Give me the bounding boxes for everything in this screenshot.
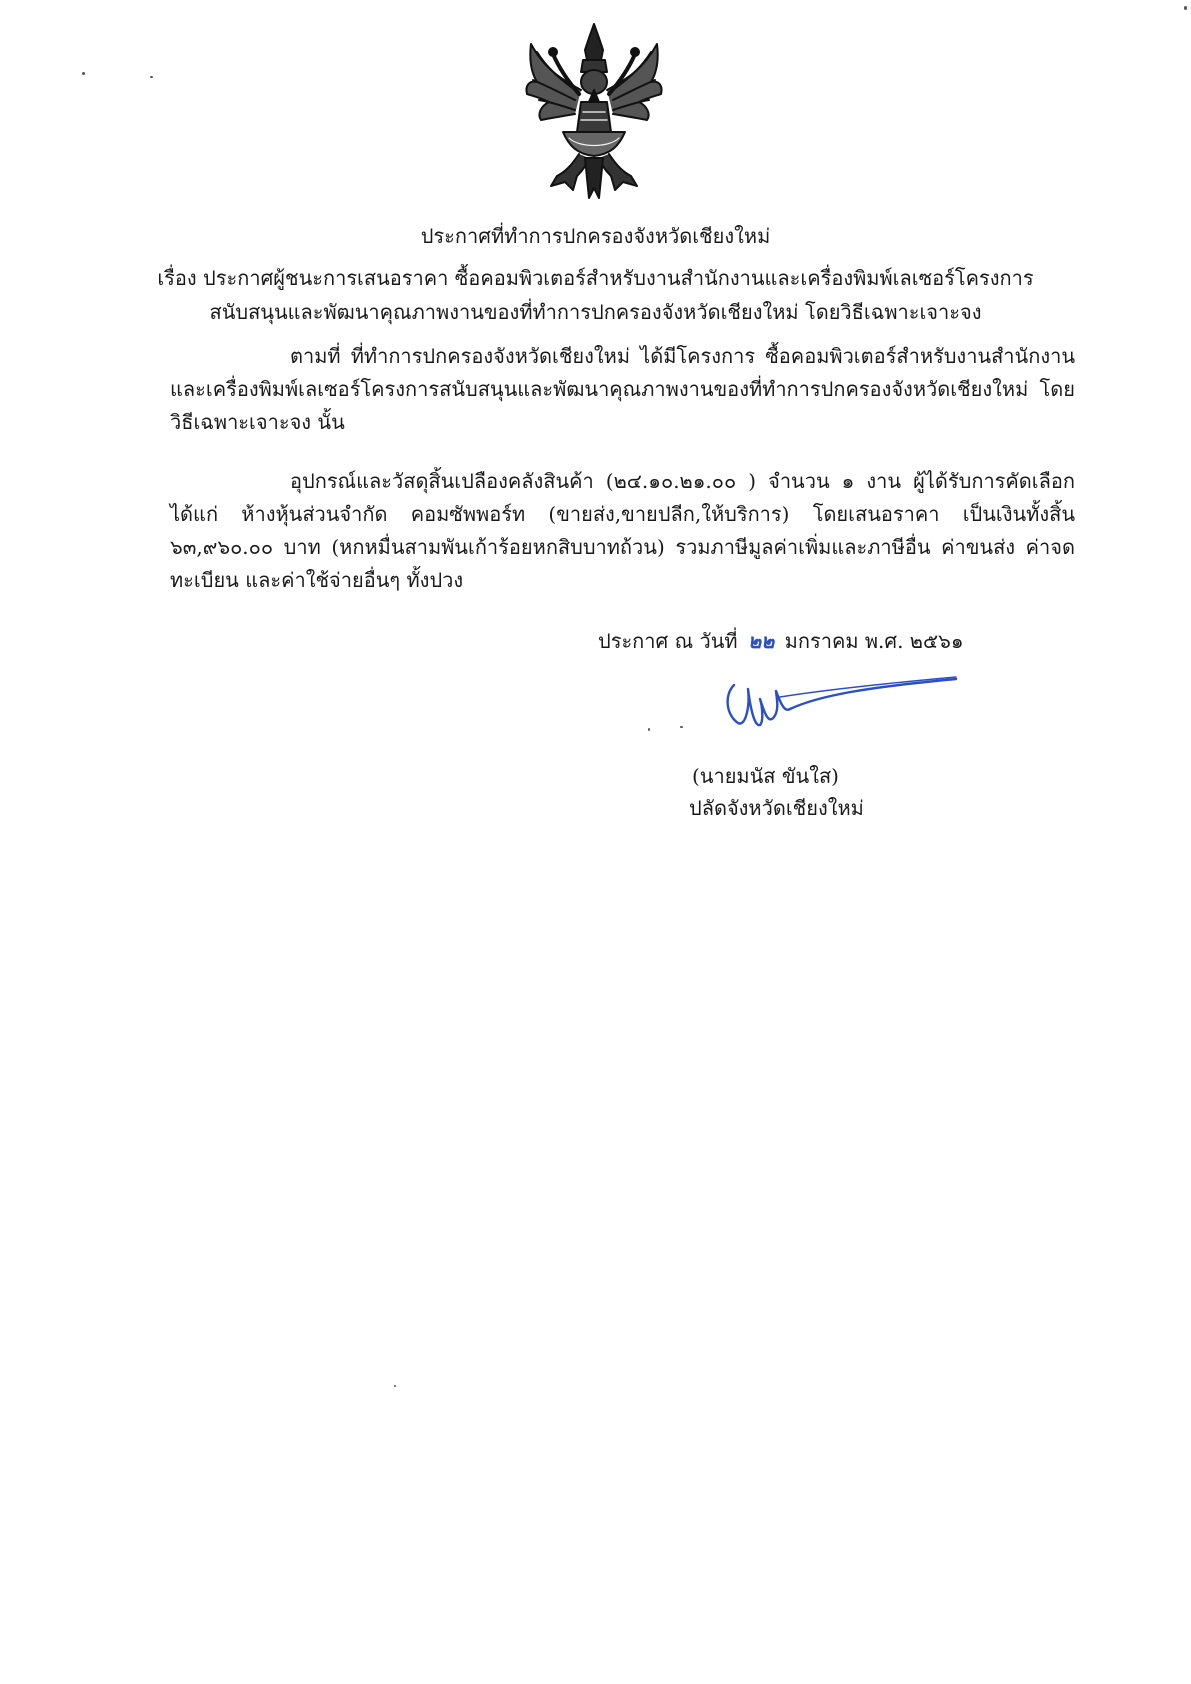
date-day-handwritten: ๒๒ — [747, 629, 775, 653]
announcement-title: ประกาศที่ทำการปกครองจังหวัดเชียงใหม่ — [420, 224, 771, 248]
date-prefix: ประกาศ ณ วันที่ — [598, 629, 738, 653]
body-paragraph-1: ตามที่ ที่ทำการปกครองจังหวัดเชียงใหม่ ได้มีโครงการ ซื้อคอมพิวเตอร์สำหรับงานสำนักงานและเครื่องพิมพ์เลเซอร์โครงการสนับสนุนและพัฒนาคุณภาพงานของที่ทำการปกครองจังหวัดเชียงใหม่ โดยวิธีเฉพาะเจาะจง นั้น — [170, 344, 1075, 434]
scan-speck — [150, 76, 153, 78]
scan-speck — [82, 72, 85, 75]
body-paragraph-2: อุปกรณ์และวัสดุสิ้นเปลืองคลังสินค้า (๒๔.๑๐.๒๑.๐๐ ) จำนวน ๑ งาน ผู้ได้รับการคัดเลือก ได้แก่ ห้างหุ้นส่วนจำกัด คอมซัพพอร์ท (ขายส่ง,ขายปลีก,ให้บริการ) โดยเสนอราคา เป็นเงินทั้งสิ้น ๖๓,๙๖๐.๐๐ บาท (หกหมื่นสามพันเก้าร้อยหกสิบบาทถ้วน) รวมภาษีมูลค่าเพิ่มและภาษีอื่น ค่าขนส่ง ค่าจดทะเบียน และค่าใช้จ่ายอื่นๆ ทั้งปวง — [170, 469, 1075, 592]
signatory-name: (นายมนัส ขันใส) — [692, 764, 839, 788]
subject-line-1: เรื่อง ประกาศผู้ชนะการเสนอราคา ซื้อคอมพิวเตอร์สำหรับงานสำนักงานและเครื่องพิมพ์เลเซอร์โครงการ — [157, 266, 1034, 290]
signatory-position: ปลัดจังหวัดเชียงใหม่ — [689, 796, 864, 820]
scan-speck — [648, 728, 650, 731]
subject-line-2: สนับสนุนและพัฒนาคุณภาพงานของที่ทำการปกครองจังหวัดเชียงใหม่ โดยวิธีเฉพาะเจาะจง — [209, 300, 982, 324]
announcement-date — [598, 625, 964, 657]
scan-speck — [1184, 6, 1187, 10]
garuda-emblem-icon — [523, 20, 665, 202]
signature-icon — [720, 665, 960, 750]
scan-speck — [394, 1385, 396, 1387]
date-month-year: มกราคม พ.ศ. ๒๕๖๑ — [784, 629, 964, 653]
scan-speck — [680, 726, 683, 728]
